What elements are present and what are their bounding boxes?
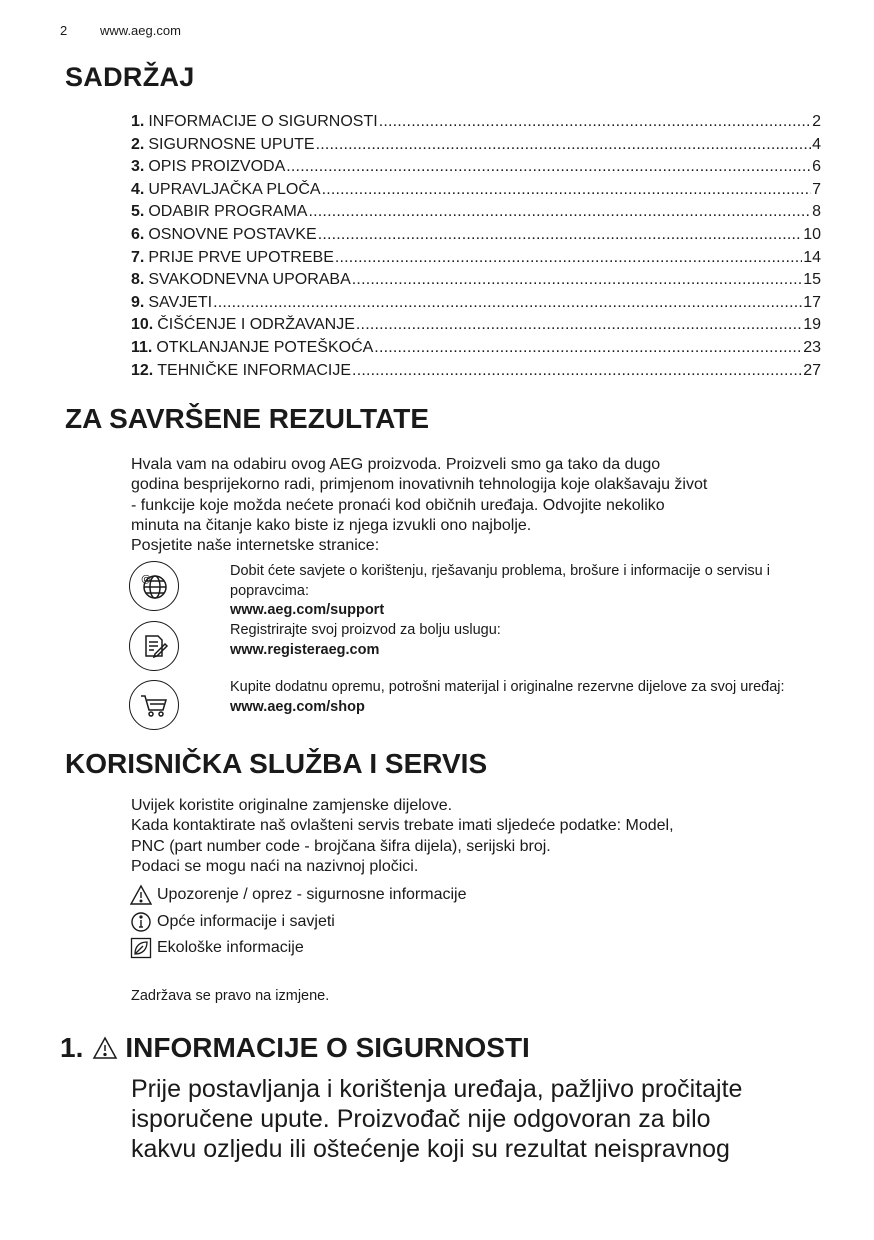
toc-item-number: 3.: [131, 158, 145, 176]
toc-item-number: 12.: [131, 361, 154, 379]
cart-icon: [129, 680, 179, 730]
service-line: Uvijek koristite originalne zamjenske dijelove.: [131, 797, 453, 814]
service-line: PNC (part number code - brojčana šifra dijela), serijski broj.: [131, 837, 551, 855]
toc-item[interactable]: [131, 179, 821, 202]
toc-item-label: SVAKODNEVNA UPORABA: [148, 271, 351, 289]
toc-leader-dots: [352, 269, 802, 292]
toc-item-page: 23: [803, 338, 821, 356]
intro-line: Hvala vam na odabiru ovog AEG proizvoda. Proizveli smo ga tako da dugo: [131, 456, 661, 473]
legend-eco-label: Ekološke informacije: [157, 939, 304, 956]
perfect-results-intro: [131, 455, 821, 556]
toc-item[interactable]: [131, 247, 821, 270]
toc-leader-dots: [335, 247, 802, 270]
shop-link-text: Kupite dodatnu opremu, potrošni materijal i originalne rezervne dijelove za svoj uređaj:: [230, 679, 785, 695]
toc-leader-dots: [374, 337, 802, 360]
service-line: Kada kontaktirate naš ovlašteni servis trebate imati sljedeće podatke: Model,: [131, 817, 674, 835]
register-link-text: Registrirajte svoj proizvod za bolju uslugu:: [230, 622, 501, 638]
toc-item[interactable]: [131, 111, 821, 134]
perfect-results-title: ZA SAVRŠENE REZULTATE: [65, 403, 429, 434]
toc-item-page: 8: [812, 203, 821, 221]
svg-text:@: @: [141, 574, 151, 585]
register-icon: [129, 621, 179, 671]
toc-item-page: 17: [803, 293, 821, 311]
toc-item-label: ODABIR PROGRAMA: [148, 203, 308, 221]
toc-item-label: OTKLANJANJE POTEŠKOĆA: [156, 338, 374, 356]
section-title-text: INFORMACIJE O SIGURNOSTI: [125, 1032, 530, 1063]
safety-section-body: [131, 1074, 831, 1164]
toc-item-number: 2.: [131, 135, 145, 153]
toc-item-label: OPIS PROIZVODA: [148, 158, 286, 176]
website-header: www.aeg.com: [100, 23, 181, 38]
legend-info: [130, 910, 335, 934]
toc-item[interactable]: [131, 269, 821, 292]
toc-item-number: 4.: [131, 180, 145, 198]
toc-item-label: OSNOVNE POSTAVKE: [148, 225, 317, 243]
warning-icon: [130, 884, 152, 906]
toc-item-page: 2: [812, 113, 821, 130]
toc-item-number: 10.: [131, 316, 154, 334]
toc-item-label: ČIŠĆENJE I ODRŽAVANJE: [157, 316, 355, 334]
shop-link-url[interactable]: www.aeg.com/shop: [230, 698, 365, 715]
toc-item-number: 9.: [131, 293, 145, 311]
intro-line: Posjetite naše internetske stranice:: [131, 537, 380, 555]
safety-line: Prije postavljanja i korištenja uređaja, pažljivo pročitajte: [131, 1075, 743, 1103]
safety-line: kakvu ozljedu ili oštećenje koji su rezultat neispravnog: [131, 1135, 730, 1163]
intro-line: godina besprijekorno radi, primjenom inovativnih tehnologija koje olakšavaju život: [131, 476, 708, 494]
toc-item-page: 27: [803, 361, 821, 379]
toc-item[interactable]: [131, 156, 821, 179]
toc-leader-dots: [322, 179, 812, 202]
legend-eco: [130, 936, 304, 960]
info-icon: [130, 911, 152, 933]
toc-item-number: 11.: [131, 338, 153, 356]
toc-item[interactable]: [131, 314, 821, 337]
section-number: 1.: [60, 1032, 84, 1063]
toc-item[interactable]: [131, 134, 821, 157]
page-number: 2: [60, 23, 68, 38]
toc-item[interactable]: [131, 337, 821, 360]
toc-item[interactable]: [131, 224, 821, 247]
legend-warning-label: Upozorenje / oprez - sigurnosne informacije: [157, 886, 467, 903]
toc-leader-dots: [352, 360, 802, 383]
toc-leader-dots: [379, 111, 811, 134]
toc-item-label: TEHNIČKE INFORMACIJE: [157, 361, 352, 379]
toc-leader-dots: [318, 224, 803, 247]
toc-item[interactable]: [131, 360, 821, 383]
toc-item-number: 6.: [131, 225, 145, 243]
legend-warning: [130, 883, 466, 907]
safety-section-title: [60, 1032, 530, 1064]
toc-item-number: 7.: [131, 248, 145, 266]
toc-leader-dots: [308, 201, 811, 224]
safety-line: isporučene upute. Proizvođač nije odgovoran za bilo: [131, 1105, 711, 1133]
toc-item-label: INFORMACIJE O SIGURNOSTI: [148, 113, 378, 130]
toc-item-number: 8.: [131, 271, 145, 289]
service-line: Podaci se mogu naći na nazivnoj pločici.: [131, 857, 419, 875]
customer-service-title: KORISNIČKA SLUŽBA I SERVIS: [65, 748, 488, 779]
toc-item-page: 4: [812, 135, 821, 153]
intro-line: - funkcije koje možda nećete pronaći kod običnih uređaja. Odvojite nekoliko: [131, 496, 665, 514]
toc-leader-dots: [356, 314, 802, 337]
toc-leader-dots: [286, 156, 811, 179]
toc-item-label: UPRAVLJAČKA PLOČA: [148, 180, 321, 198]
toc-title: SADRŽAJ: [65, 62, 195, 92]
toc-item[interactable]: [131, 292, 821, 315]
toc-item-page: 7: [812, 180, 821, 198]
toc-item-label: SIGURNOSNE UPUTE: [148, 135, 315, 153]
globe-icon: [129, 561, 179, 611]
rights-reserved-note: Zadržava se pravo na izmjene.: [131, 988, 330, 1004]
eco-leaf-icon: [130, 937, 152, 959]
legend-info-label: Opće informacije i savjeti: [157, 913, 335, 930]
toc-item-number: 5.: [131, 203, 145, 221]
toc-item-page: 15: [803, 271, 821, 289]
toc-item-page: 19: [803, 316, 821, 334]
support-link-text: Dobit ćete savjete o korištenju, rješavanju problema, brošure i informacije o servisu i popravcima:: [230, 563, 770, 599]
toc-item-page: 6: [812, 158, 821, 176]
customer-service-body: [131, 796, 821, 877]
toc-leader-dots: [213, 292, 802, 315]
support-link-url[interactable]: www.aeg.com/support: [230, 602, 385, 618]
toc-item-number: 1.: [131, 113, 145, 130]
toc-item-label: SAVJETI: [148, 293, 213, 311]
toc-item[interactable]: [131, 201, 821, 224]
toc-item-page: 14: [803, 248, 821, 266]
register-link-url[interactable]: www.registeraeg.com: [230, 641, 380, 658]
toc-leader-dots: [316, 134, 812, 157]
toc-item-label: PRIJE PRVE UPOTREBE: [148, 248, 334, 266]
intro-line: minuta na čitanje kako biste iz njega izvukli ono najbolje.: [131, 516, 532, 534]
table-of-contents: [131, 111, 821, 382]
warning-icon: [92, 1036, 118, 1060]
toc-item-page: 10: [803, 225, 821, 243]
